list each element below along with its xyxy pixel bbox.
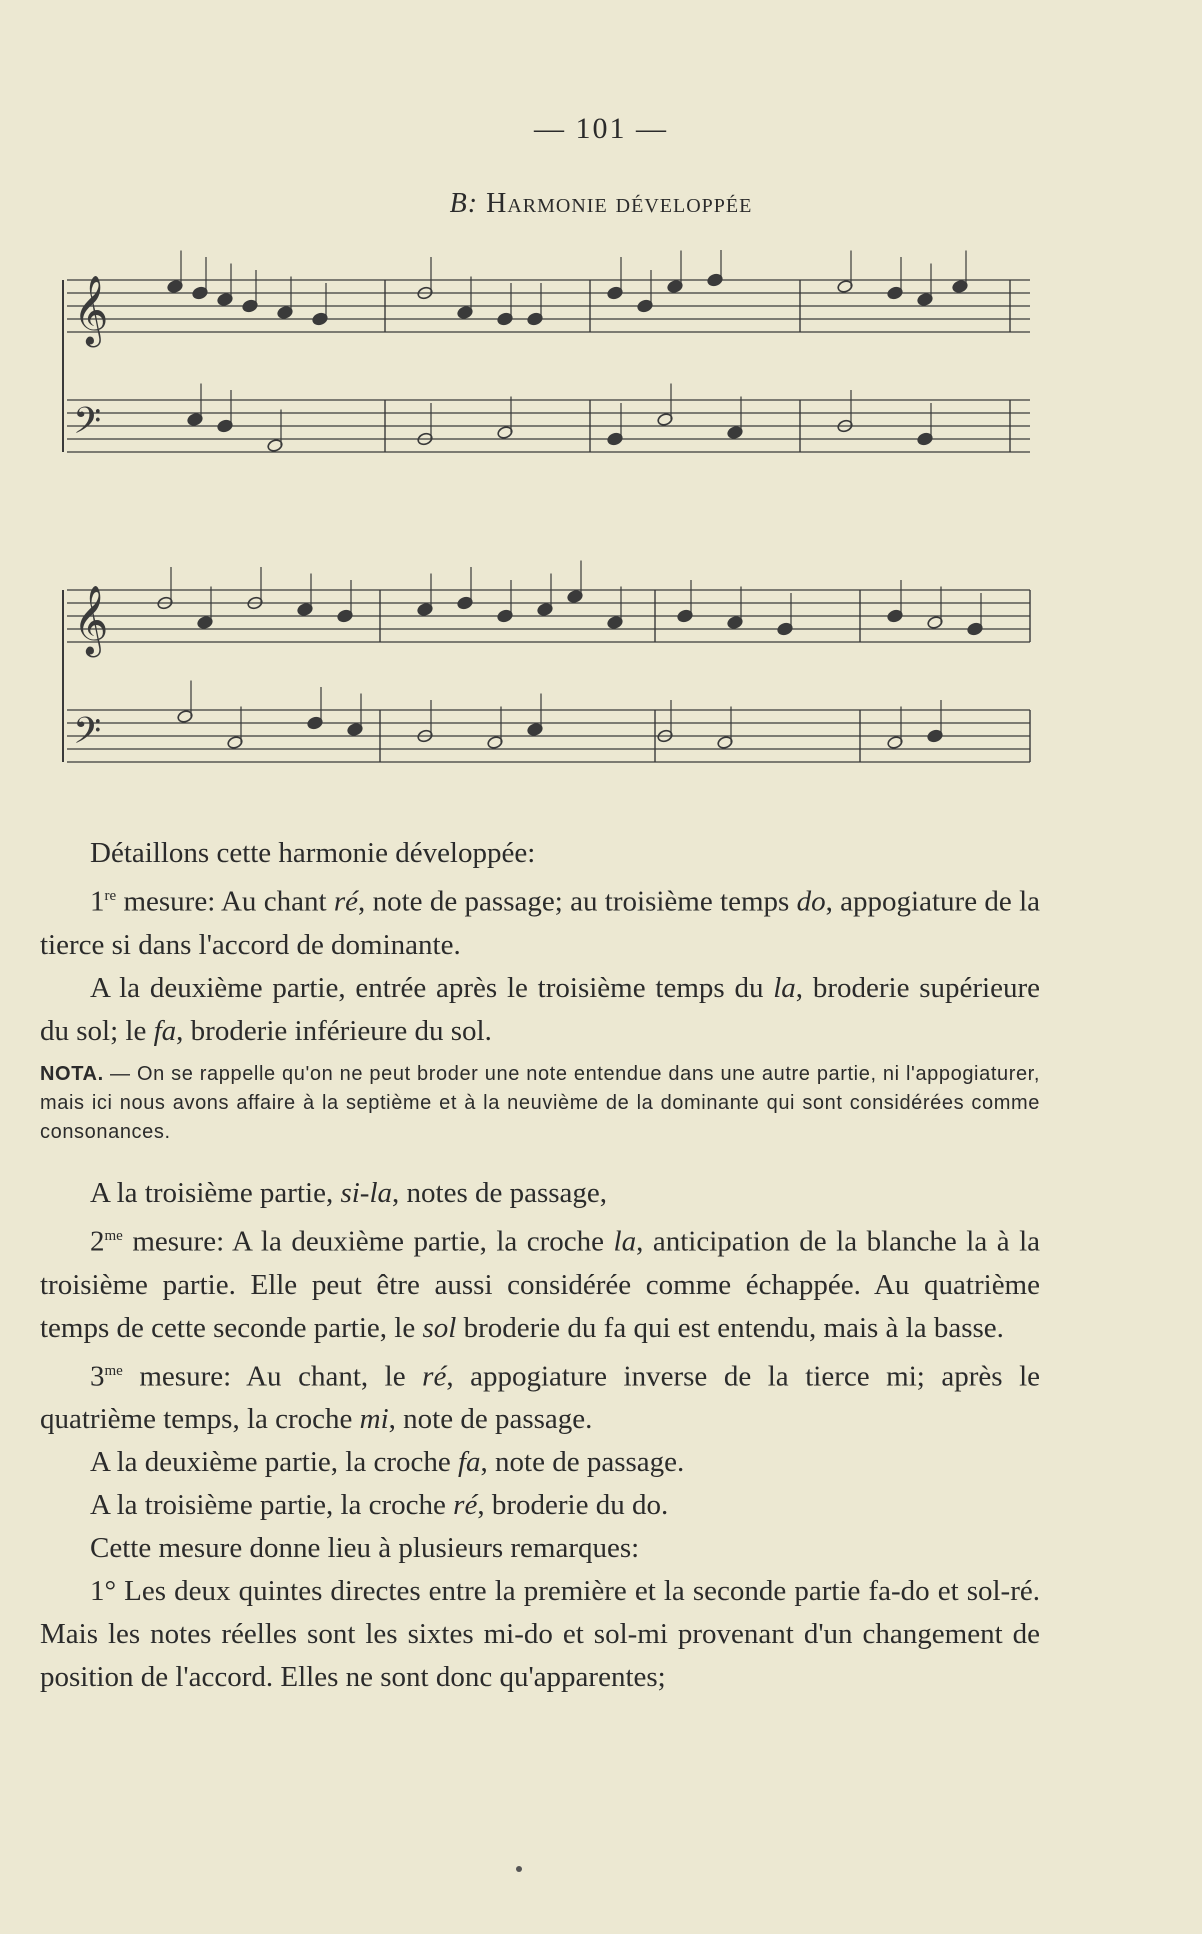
treble-clef: 𝄞 [73,275,109,345]
paragraph-remarks-intro: Cette mesure donne lieu à plusieurs remarques: [90,1532,640,1565]
heading-text: Harmonie développée [486,188,753,219]
bass-clef: 𝄢 [73,400,102,451]
nota-text: — On se rappelle qu'on ne peut broder une note entendue dans une autre partie, ni l'appogiaturer, mais ici nous avons affaire à la septième et à la neuvième de la dominante qui sont considérées comme consonances. [40,1063,1040,1143]
page-speck [516,1866,522,1872]
paragraph-measure-2: $2^{me}$ mesure: A la deuxième partie, la croche la, anticipation de la blanche la à la troisième partie. Elle peut être aussi considérée comme échappée. Au quatrième temps de cette seconde partie, le sol broderie du fa qui est entendu, mais à la basse. [40,1225,1040,1344]
page-number: — 101 — [534,112,668,145]
body-text-lower [40,1172,1040,1699]
section-heading [0,188,1202,220]
nota-block [40,1060,1040,1147]
heading-letter: B: [449,188,479,219]
paragraph-measure-3-second-part: A la deuxième partie, la croche fa, note de passage. [90,1446,685,1479]
paragraph-remark-1: 1° Les deux quintes directes entre la première et la seconde partie fa-do et sol-ré. Mais les notes réelles sont les sixtes mi-do et sol-mi provenant d'un changement de position de l'accord. Elles ne sont donc qu'apparentes; [40,1575,1040,1694]
music-score-system-2 [55,560,1040,820]
music-score-system-1 [55,250,1040,515]
paragraph-measure-3: $3^{me}$ mesure: Au chant, le ré, appogiature inverse de la tierce mi; après le quatrième temps, la croche mi, note de passage. [40,1360,1040,1436]
paragraph-third-part: A la troisième partie, si-la, notes de passage, [90,1177,608,1209]
paragraph-intro: Détaillons cette harmonie développée: [90,837,536,869]
paragraph-second-part: A la deuxième partie, entrée après le troisième temps du la, broderie supérieure du sol; le fa, broderie inférieure du sol. [40,971,1040,1047]
bass-clef: 𝄢 [73,710,102,761]
treble-clef: 𝄞 [73,585,109,655]
nota-label: NOTA. [40,1063,104,1085]
paragraph-measure-3-third-part: A la troisième partie, la croche ré, broderie du do. [90,1489,669,1522]
body-text-upper [40,832,1040,1053]
paragraph-measure-1: 1re mesure: Au chant ré, note de passage; au troisième temps do, appogiature de la tierce si dans l'accord de dominante. [40,885,1040,961]
